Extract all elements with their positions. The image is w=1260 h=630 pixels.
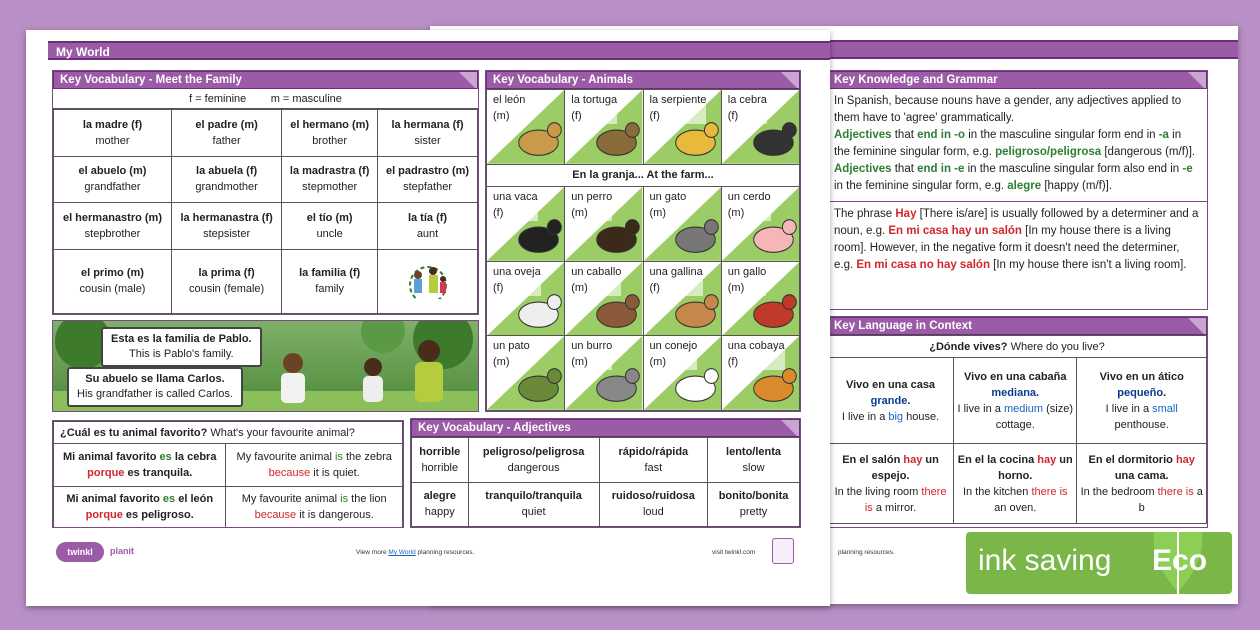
family-cell: la familia (f) family xyxy=(282,249,378,313)
animal-label: un perro (m) xyxy=(571,190,613,219)
family-cell: la hermana (f) sister xyxy=(378,110,478,157)
my-world-link[interactable]: My World xyxy=(388,549,416,556)
grammar-panel xyxy=(826,70,1208,310)
fav-zebra-es: Mi animal favorito es la cebra porque es tranquila. xyxy=(54,444,226,487)
adjective-cell: alegre happy xyxy=(412,482,469,527)
context-bedroom: En el dormitorio hay una cama. In the bedroom there is a b xyxy=(1077,444,1207,524)
grammar-para-2: The phrase Hay [There is/are] is usually followed by a determiner and a noun, e.g. En mi casa hay un salón [In my house there is a living room]. However, in the negative form it doesn't need the determiner, e.g. En mi casa no hay salón [In my house there isn't a living room]. xyxy=(827,201,1207,278)
context-header: Key Language in Context xyxy=(827,317,1207,335)
family-cell: el primo (m) cousin (male) xyxy=(54,249,172,313)
pablo-scene xyxy=(52,320,479,412)
twinkl-badge xyxy=(772,538,794,564)
adjective-cell: tranquilo/tranquila quiet xyxy=(468,482,599,527)
animal-cell xyxy=(721,186,799,261)
animal-label: una cobaya (f) xyxy=(727,340,785,369)
twinkl-logo[interactable]: twinkl xyxy=(56,542,104,562)
animal-cell xyxy=(565,186,643,261)
animal-label: un gallo (m) xyxy=(727,265,767,294)
animal-label: una oveja (f) xyxy=(493,265,541,294)
adjective-cell: rápido/rápida fast xyxy=(599,438,707,483)
adjective-cell: bonito/bonita pretty xyxy=(708,482,800,527)
family-header: Key Vocabulary - Meet the Family xyxy=(53,71,478,89)
family-group-icon xyxy=(393,259,463,299)
family-cell: el padre (m) father xyxy=(171,110,281,157)
family-illustration-cell xyxy=(378,249,478,313)
animal-label: un burro (m) xyxy=(571,340,613,369)
fav-lion-es: Mi animal favorito es el león porque es peligroso. xyxy=(54,486,226,528)
context-panel xyxy=(826,316,1208,528)
favourite-table: ¿Cuál es tu animal favorito? What's your favourite animal? Mi animal favorito es la cebra porque es tranquila. My favourite animal is the zebra because it is quiet. Mi animal favorito es el león porque es peligroso. My favourite animal is the lion because it is dangerous. xyxy=(53,421,403,528)
family-cell: la madre (f) mother xyxy=(54,110,172,157)
context-cottage: Vivo en una cabaña mediana. I live in a medium (size) cottage. xyxy=(954,358,1077,444)
family-cell: el hermanastro (m) stepbrother xyxy=(54,203,172,250)
context-table: ¿Dónde vives? Where do you live? Vivo en una casa grande. I live in a big house. Vivo en una cabaña mediana. I live in a medium (size) cottage. Vivo en un ático pequeño. I live in a small penthouse. En el salón hay un espejo. In the living room there is a mirror. En el la cocina hay un horno. In the kitchen there is an oven. En el dormitorio hay una cama. In the bedroom there is a b xyxy=(827,335,1207,524)
fav-lion-en: My favourite animal is the lion because it is dangerous. xyxy=(226,486,403,528)
family-cell: el tío (m) uncle xyxy=(282,203,378,250)
grammar-header: Key Knowledge and Grammar xyxy=(827,71,1207,89)
adjectives-table xyxy=(411,437,800,527)
animal-cell xyxy=(643,186,721,261)
adjectives-panel xyxy=(410,418,801,528)
farm-subheading: En la granja... At the farm... xyxy=(487,164,800,186)
animal-label: un conejo (m) xyxy=(649,340,698,369)
front-sheet xyxy=(26,30,830,606)
back-footer: planning resources. xyxy=(838,549,895,556)
context-house: Vivo en una casa grande. I live in a big house. xyxy=(828,358,954,444)
animal-cell xyxy=(643,90,721,165)
animal-label: la cebra (f) xyxy=(727,94,767,122)
animal-cell xyxy=(487,90,565,165)
animal-label: la tortuga (f) xyxy=(571,94,618,122)
animal-cell xyxy=(565,336,643,411)
bubble-carlos: Su abuelo se llama Carlos. His grandfather is called Carlos. xyxy=(67,367,243,407)
adjective-cell: horrible horrible xyxy=(412,438,469,483)
bubble-pablo: Esta es la familia de Pablo. This is Pablo's family. xyxy=(101,327,262,367)
visit-twinkl-text[interactable]: visit twinkl.com xyxy=(712,549,756,556)
animal-cell xyxy=(721,336,799,411)
animals-header: Key Vocabulary - Animals xyxy=(486,71,800,89)
animal-cell xyxy=(487,336,565,411)
animal-label: un caballo (m) xyxy=(571,265,622,294)
animal-cell xyxy=(565,90,643,165)
adjectives-header: Key Vocabulary - Adjectives xyxy=(411,419,800,437)
family-cell: el hermano (m) brother xyxy=(282,110,378,157)
family-cell: la prima (f) cousin (female) xyxy=(171,249,281,313)
animal-label: un pato (m) xyxy=(493,340,530,369)
animal-cell xyxy=(487,261,565,336)
animal-cell xyxy=(565,261,643,336)
family-cell: la tía (f) aunt xyxy=(378,203,478,250)
animal-label: el león (m) xyxy=(493,94,526,122)
context-penthouse: Vivo en un ático pequeño. I live in a small penthouse. xyxy=(1077,358,1207,444)
adjective-cell: peligroso/peligrosa dangerous xyxy=(468,438,599,483)
family-cell: el padrastro (m) stepfather xyxy=(378,156,478,203)
animal-label: una vaca (f) xyxy=(493,190,538,219)
ink-saving-badge: ink saving Eco xyxy=(966,532,1232,594)
animal-cell xyxy=(643,261,721,336)
animal-label: un gato (m) xyxy=(649,190,687,219)
adjective-cell: ruidoso/ruidosa loud xyxy=(599,482,707,527)
view-more-text: View more My World planning resources. xyxy=(356,549,475,556)
animal-label: un cerdo (m) xyxy=(727,190,771,219)
adjective-cell: lento/lenta slow xyxy=(708,438,800,483)
family-cell: la madrastra (f) stepmother xyxy=(282,156,378,203)
fav-zebra-en: My favourite animal is the zebra because it is quiet. xyxy=(226,444,403,487)
animals-table xyxy=(486,89,800,411)
context-kitchen: En el la cocina hay un horno. In the kitchen there is an oven. xyxy=(954,444,1077,524)
animals-panel xyxy=(485,70,801,412)
planit-label: planit xyxy=(110,546,134,556)
family-panel xyxy=(52,70,479,315)
main-title-bar: My World xyxy=(48,41,830,60)
animal-label: la serpiente (f) xyxy=(649,94,707,122)
animal-cell xyxy=(487,186,565,261)
context-living-room: En el salón hay un espejo. In the living room there is a mirror. xyxy=(828,444,954,524)
animal-cell xyxy=(643,336,721,411)
gender-legend: f = feminine m = masculine xyxy=(53,89,478,109)
family-cell: la abuela (f) grandmother xyxy=(171,156,281,203)
grammar-para-1: In Spanish, because nouns have a gender, any adjectives applied to them have to 'agree' grammatically. Adjectives that end in -o in the masculine singular form end in -a in the feminine singular form, e.g. peligroso/peligrosa [dangerous (m/f)]. Adjectives that end in -e in the masculine singular form also end in -e in the feminine singular form, e.g. alegre [happy (m/f)]. xyxy=(834,95,1196,192)
animal-cell xyxy=(721,90,799,165)
family-cell: el abuelo (m) grandfather xyxy=(54,156,172,203)
family-table xyxy=(53,109,478,314)
family-cell: la hermanastra (f) stepsister xyxy=(171,203,281,250)
animal-label: una gallina (f) xyxy=(649,265,703,294)
favourite-panel xyxy=(52,420,404,528)
animal-cell xyxy=(721,261,799,336)
